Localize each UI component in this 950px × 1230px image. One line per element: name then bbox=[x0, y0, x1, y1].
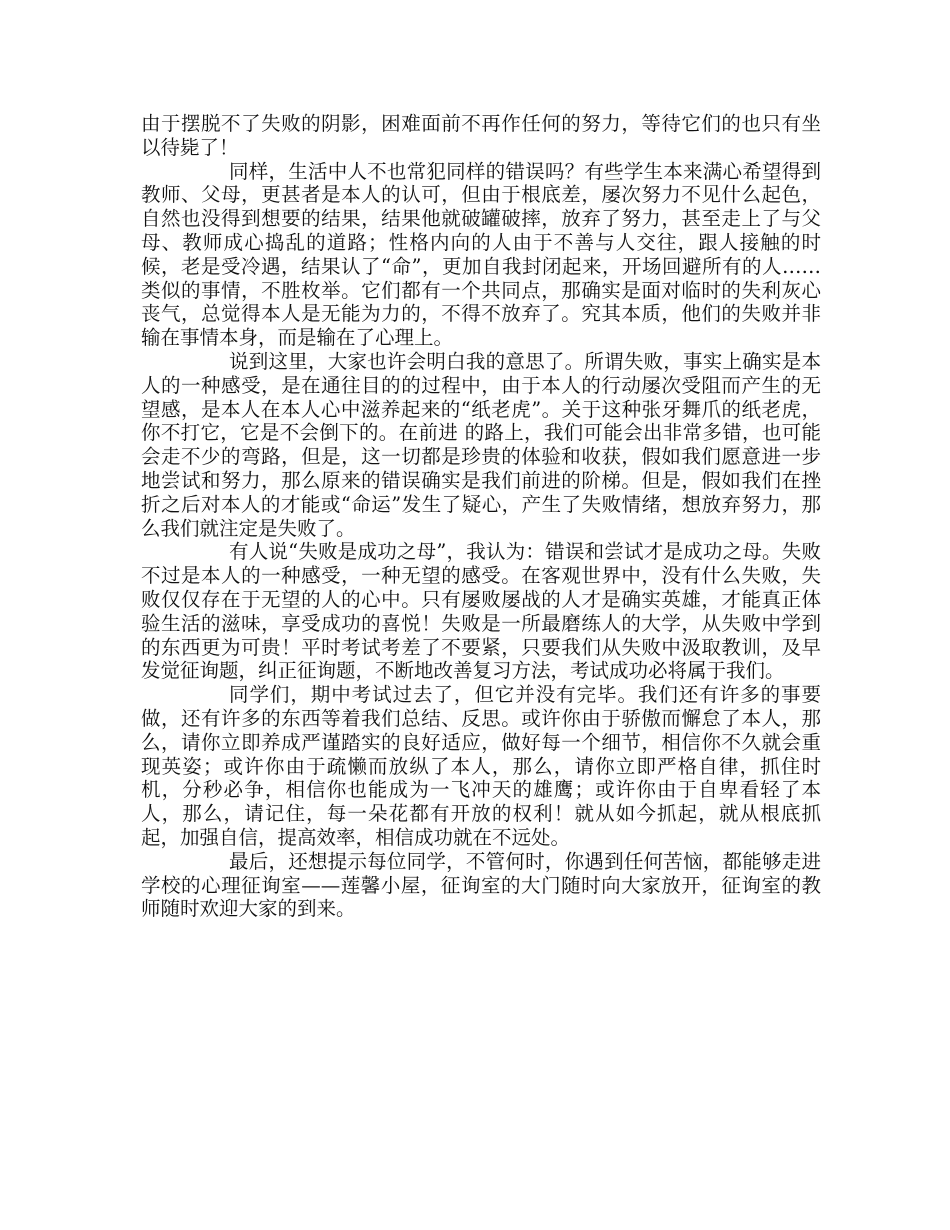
paragraph-6: 最后，还想提示每位同学，不管何时，你遇到任何苦恼，都能够走进学校的心理征询室——莲馨小屋，征询室的大门随时向大家放开，征询室的教师随时欢迎大家的到来。 bbox=[141, 849, 821, 921]
paragraph-2: 同样，生活中人不也常犯同样的错误吗？有些学生本来满心希望得到教师、父母，更甚者是本人的认可，但由于根底差，屡次努力不见什么起色，自然也没得到想要的结果，结果他就破罐破摔，放弃了努力，甚至走上了与父母、教师成心捣乱的道路；性格内向的人由于不善与人交往，跟人接触的时候，老是受冷遇，结果认了“命”，更加自我封闭起来，开场回避所有的人……类似的事情，不胜枚举。它们都有一个共同点，那确实是面对临时的失利灰心丧气，总觉得本人是无能为力的，不得不放弃了。究其本质，他们的失败并非输在事情本身，而是输在了心理上。 bbox=[141, 159, 821, 350]
paragraph-4: 有人说“失败是成功之母”，我认为：错误和尝试才是成功之母。失败不过是本人的一种感受，一种无望的感受。在客观世界中，没有什么失败，失败仅仅存在于无望的人的心中。只有屡败屡战的人才是确实英雄，才能真正体验生活的滋味，享受成功的喜悦！失败是一所最磨练人的大学，从失败中学到的东西更为可贵！平时考试考差了不要紧，只要我们从失败中汲取教训，及早发觉征询题，纠正征询题，不断地改善复习方法，考试成功必将属于我们。 bbox=[141, 540, 821, 683]
document-page bbox=[141, 112, 821, 921]
paragraph-1: 由于摆脱不了失败的阴影，困难面前不再作任何的努力，等待它们的也只有坐以待毙了！ bbox=[141, 112, 821, 159]
paragraph-5: 同学们，期中考试过去了，但它并没有完毕。我们还有许多的事要做，还有许多的东西等着我们总结、反思。或许你由于骄傲而懈怠了本人，那么，请你立即养成严谨踏实的良好适应，做好每一个细节，相信你不久就会重现英姿；或许你由于疏懒而放纵了本人，那么，请你立即严格自律，抓住时机，分秒必争，相信你也能成为一飞冲天的雄鹰；或许你由于自卑看轻了本人，那么，请记住，每一朵花都有开放的权利！就从如今抓起，就从根底抓起，加强自信，提高效率，相信成功就在不远处。 bbox=[141, 683, 821, 849]
paragraph-3: 说到这里，大家也许会明白我的意思了。所谓失败，事实上确实是本人的一种感受，是在通往目的的过程中，由于本人的行动屡次受阻而产生的无望感，是本人在本人心中滋养起来的“纸老虎”。关于这种张牙舞爪的纸老虎，你不打它，它是不会倒下的。在前进 的路上，我们可能会出非常多错，也可能会走不少的弯路，但是，这一切都是珍贵的体验和收获，假如我们愿意进一步地尝试和努力，那么原来的错误确实是我们前进的阶梯。但是，假如我们在挫折之后对本人的才能或“命运”发生了疑心，产生了失败情绪，想放弃努力，那么我们就注定是失败了。 bbox=[141, 349, 821, 540]
